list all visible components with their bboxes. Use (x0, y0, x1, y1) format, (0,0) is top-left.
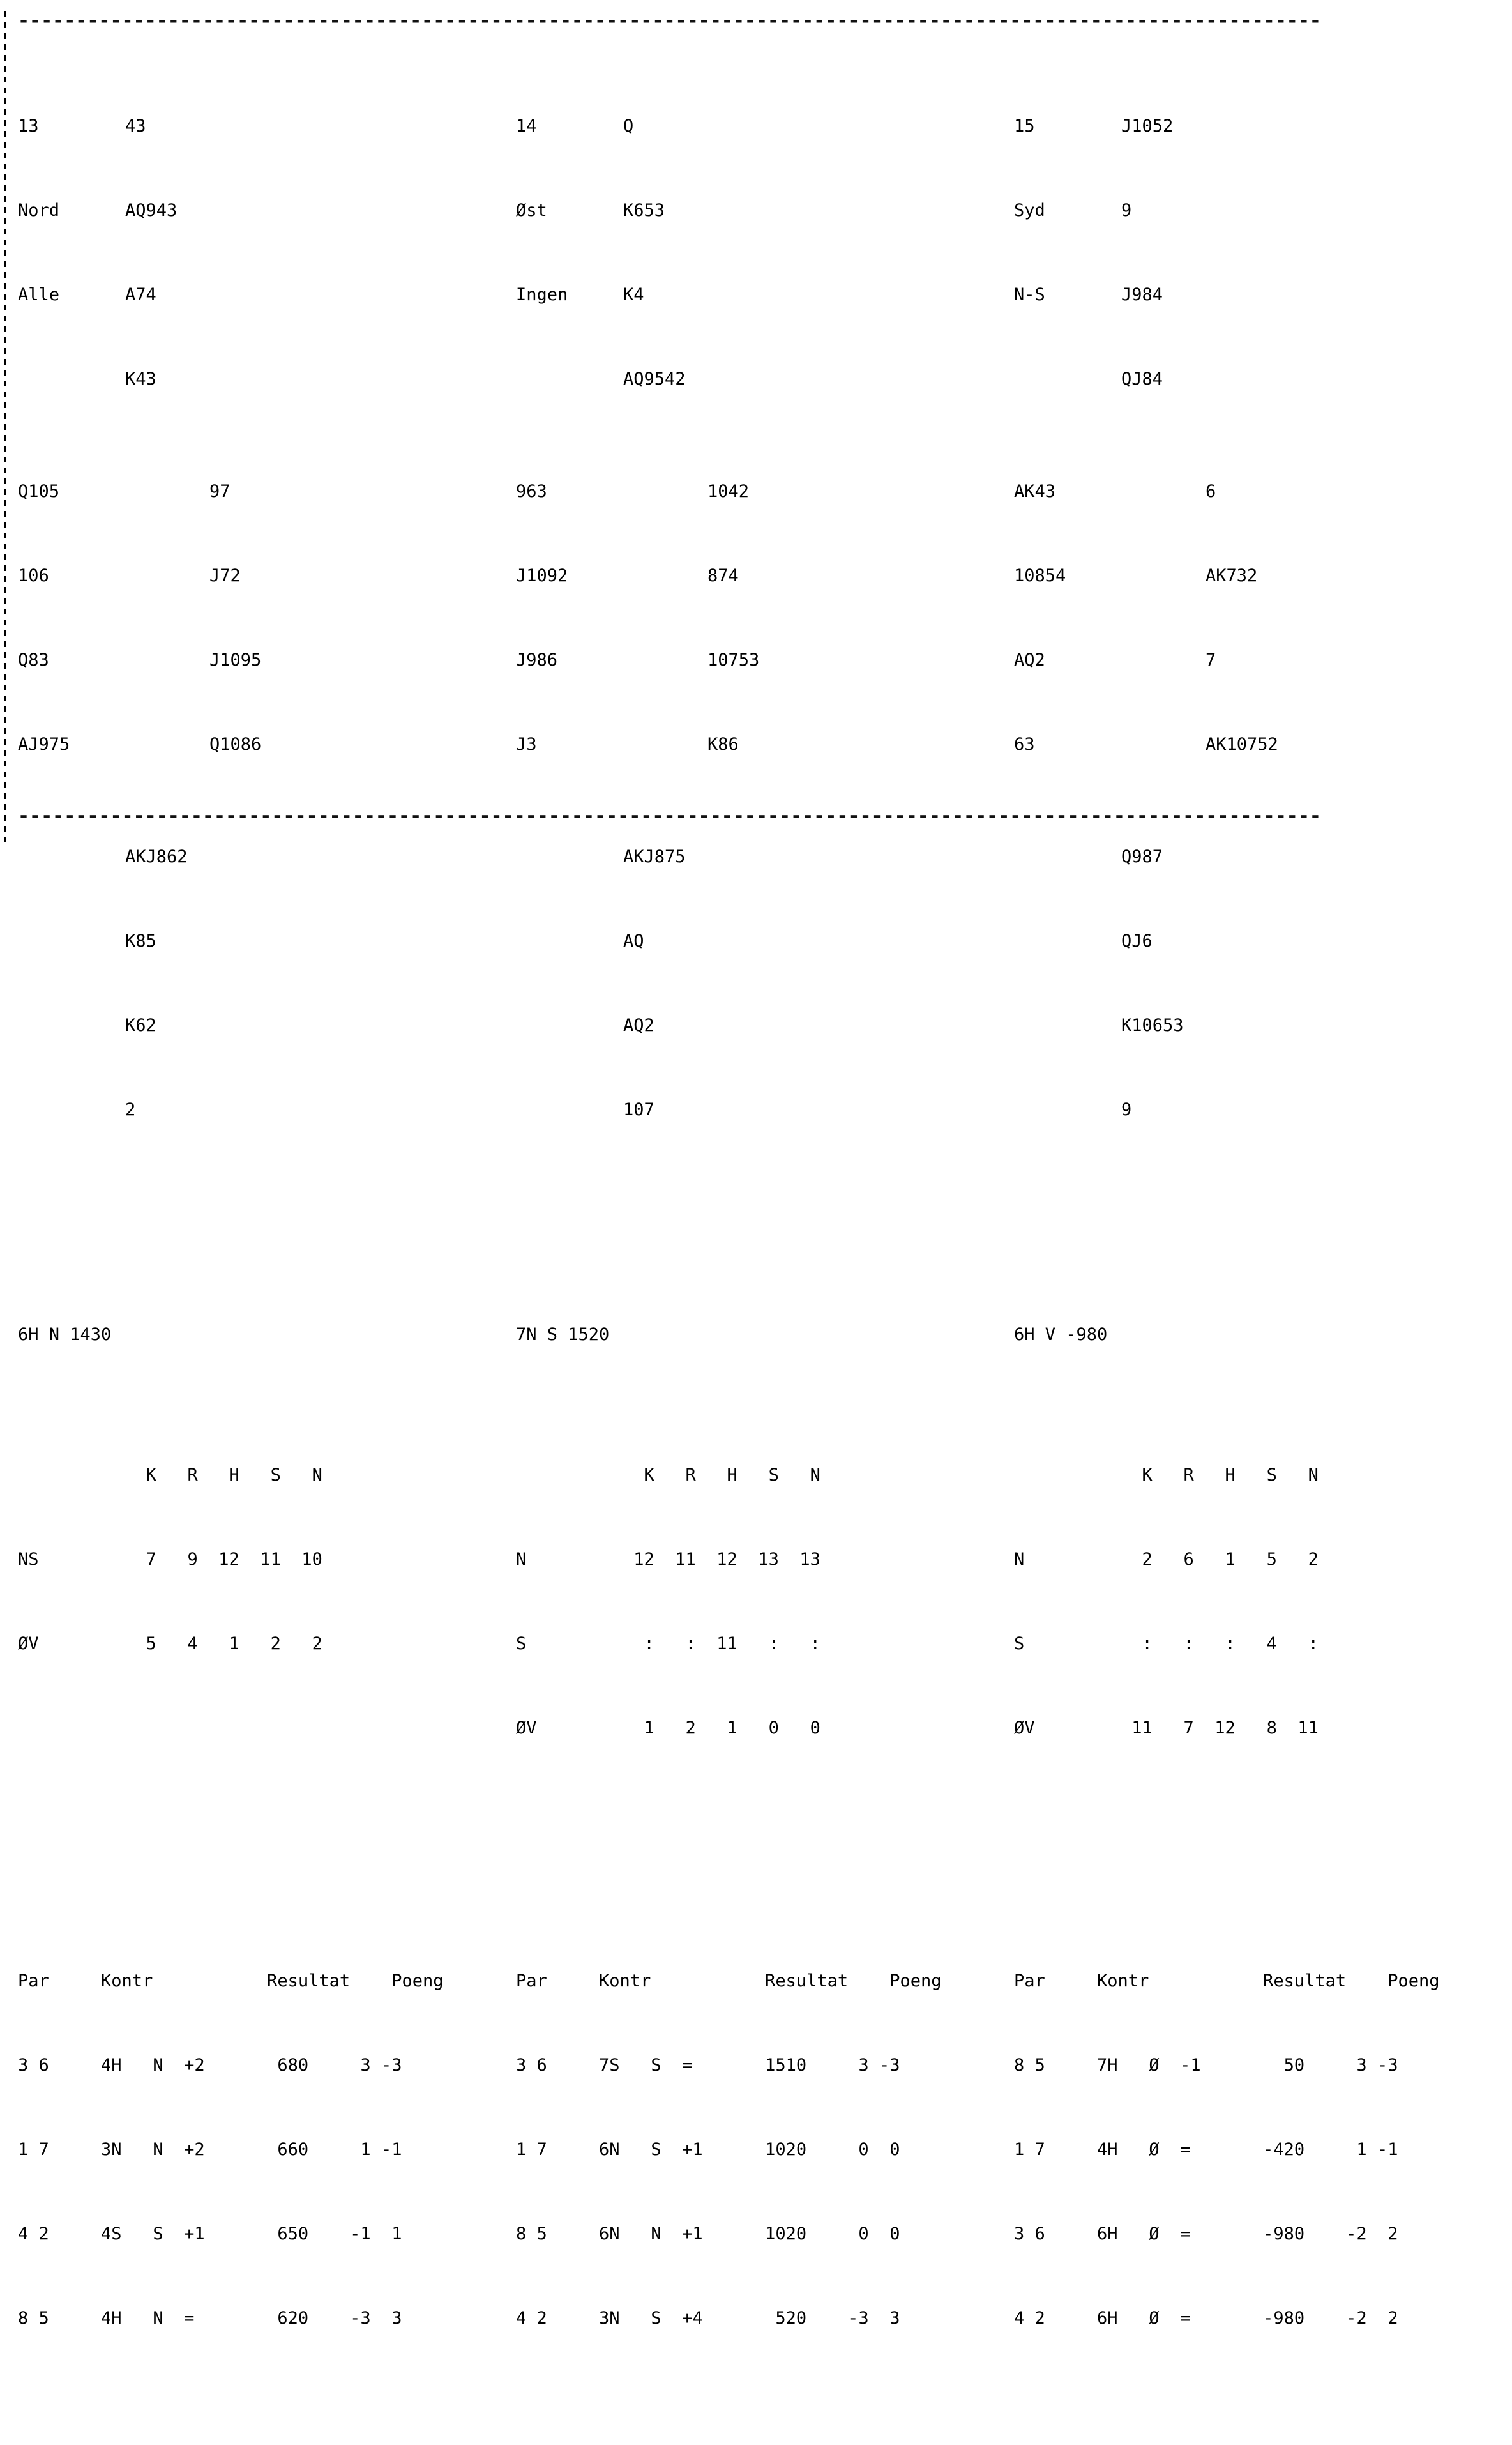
par-contract: 7N S 1520 (516, 1325, 610, 1344)
results-row-4: 4 2 6H Ø = -980 -2 2 (1014, 2308, 1398, 2328)
south-clubs: 9 (1121, 1100, 1132, 1120)
vulnerability: Alle (18, 285, 60, 305)
divider-top: ----------------------------------------------------------------------------------------------------------------- (18, 10, 1321, 32)
board-number: 15 (1014, 116, 1035, 136)
ew-diamonds-row (516, 646, 1014, 674)
north-spades: J1052 (1121, 116, 1174, 136)
results-row-2: 1 7 6N S +1 1020 0 0 (516, 2140, 900, 2159)
tricks-table (516, 1405, 1014, 1799)
bridge-results-page (0, 10, 1508, 2328)
east-hearts: 874 (707, 566, 739, 586)
tricks-side-ev: ØV (516, 1718, 537, 1738)
west-clubs: 63 (1014, 735, 1035, 754)
ew-hearts-row (18, 562, 516, 590)
tricks-row-ev (1014, 1714, 1512, 1742)
ew-clubs-row (18, 731, 516, 759)
tricks-header-row (1014, 1461, 1512, 1489)
results-row-4: 8 5 4H N = 620 -3 3 (18, 2308, 402, 2328)
north-diamonds: K4 (623, 285, 644, 305)
tricks-headers: K R H S N (623, 1465, 820, 1485)
south-diamonds: AQ2 (623, 1016, 654, 1035)
north-diamonds: A74 (125, 285, 156, 305)
tricks-values-ev: 1 2 1 0 0 (623, 1718, 820, 1738)
south-spades: AKJ862 (125, 847, 188, 867)
tricks-side-n: N (516, 1550, 527, 1569)
tricks-side-ev: ØV (1014, 1718, 1035, 1738)
tricks-headers: K R H S N (125, 1465, 322, 1485)
south-clubs: 2 (125, 1100, 136, 1120)
west-clubs: AJ975 (18, 735, 70, 754)
tricks-values-ns: 7 9 12 11 10 (125, 1550, 322, 1569)
south-hearts: QJ6 (1121, 931, 1153, 951)
results-row-2: 1 7 3N N +2 660 1 -1 (18, 2140, 402, 2159)
south-clubs: 107 (623, 1100, 654, 1120)
boards-container (18, 56, 1502, 2445)
par-contract: 6H V -980 (1014, 1325, 1108, 1344)
tricks-values-n: 12 11 12 13 13 (623, 1550, 820, 1569)
north-diamonds: J984 (1121, 285, 1163, 305)
tricks-side-ns: NS (18, 1550, 39, 1569)
tricks-table (1014, 1405, 1512, 1799)
vulnerability: Ingen (516, 285, 568, 305)
west-diamonds: Q83 (18, 650, 49, 670)
tricks-side-ev: ØV (18, 1634, 39, 1654)
board-number-row (18, 112, 516, 141)
board-number: 13 (18, 116, 39, 136)
results-row-3: 4 2 4S S +1 650 -1 1 (18, 2224, 402, 2244)
vulnerability: N-S (1014, 285, 1045, 305)
ew-clubs-row (516, 731, 1014, 759)
west-hearts: J1092 (516, 566, 568, 586)
board-number-row (516, 112, 1014, 141)
board-number: 14 (516, 116, 537, 136)
dealer-row (516, 197, 1014, 225)
tricks-values-s: : : 11 : : (623, 1634, 820, 1654)
tricks-side-s: S (516, 1634, 527, 1654)
ew-clubs-row (1014, 731, 1512, 759)
north-clubs: AQ9542 (623, 369, 686, 389)
north-clubs: K43 (125, 369, 156, 389)
tricks-values-s: : : : 4 : (1121, 1634, 1319, 1654)
ew-diamonds-row (18, 646, 516, 674)
dealer: Nord (18, 201, 60, 220)
results-table (18, 1911, 516, 2389)
tricks-values-ev: 5 4 1 2 2 (125, 1634, 322, 1654)
dealer-row (18, 197, 516, 225)
east-clubs: AK10752 (1206, 735, 1278, 754)
tricks-row-ev (18, 1630, 516, 1658)
results-header: Par Kontr Resultat Poeng (1014, 1971, 1440, 1991)
ew-diamonds-row (1014, 646, 1512, 674)
dealer: Øst (516, 201, 547, 220)
north-spades: 43 (125, 116, 146, 136)
tricks-side-n: N (1014, 1550, 1025, 1569)
ew-spades-row (1014, 478, 1512, 506)
dealer: Syd (1014, 201, 1045, 220)
divider-bottom: ----------------------------------------------------------------------------------------------------------------- (18, 805, 1321, 827)
north-hearts: AQ943 (125, 201, 178, 220)
spacer-before-results (18, 1799, 516, 1827)
tricks-table (18, 1405, 516, 1714)
vulnerability-row (1014, 281, 1512, 309)
results-row-1: 8 5 7H Ø -1 50 3 -3 (1014, 2055, 1398, 2075)
results-row-1: 3 6 4H N +2 680 3 -3 (18, 2055, 402, 2075)
east-spades: 1042 (707, 482, 750, 501)
vulnerability-row (516, 281, 1014, 309)
tricks-row-n (516, 1546, 1014, 1574)
tricks-row-ns (18, 1546, 516, 1574)
east-spades: 6 (1206, 482, 1216, 501)
tricks-row-s (516, 1630, 1014, 1658)
results-header: Par Kontr Resultat Poeng (516, 1971, 942, 1991)
west-spades: AK43 (1014, 482, 1056, 501)
ew-hearts-row (516, 562, 1014, 590)
dealer-row (1014, 197, 1512, 225)
ew-spades-row (18, 478, 516, 506)
east-diamonds: 7 (1206, 650, 1216, 670)
south-diamonds: K10653 (1121, 1016, 1184, 1035)
tricks-header-row (516, 1461, 1014, 1489)
west-diamonds: J986 (516, 650, 558, 670)
north-clubs-row (516, 365, 1014, 393)
par-contract: 6H N 1430 (18, 1325, 112, 1344)
west-hearts: 10854 (1014, 566, 1066, 586)
tricks-side-s: S (1014, 1634, 1025, 1654)
results-table (1014, 1911, 1512, 2389)
spacer (18, 365, 125, 393)
east-diamonds: 10753 (707, 650, 760, 670)
results-header: Par Kontr Resultat Poeng (18, 1971, 444, 1991)
north-hearts: K653 (623, 201, 665, 220)
north-clubs-row (18, 365, 516, 393)
north-clubs-row (1014, 365, 1512, 393)
results-row-2: 1 7 4H Ø = -420 1 -1 (1014, 2140, 1398, 2159)
east-hearts: J72 (209, 566, 241, 586)
west-spades: Q105 (18, 482, 60, 501)
ew-spades-row (516, 478, 1014, 506)
south-hearts: K85 (125, 931, 156, 951)
south-hearts: AQ (623, 931, 644, 951)
board-number-row (1014, 112, 1512, 141)
results-row-3: 8 5 6N N +1 1020 0 0 (516, 2224, 900, 2244)
east-clubs: Q1086 (209, 735, 262, 754)
west-spades: 963 (516, 482, 547, 501)
ew-hearts-row (1014, 562, 1512, 590)
board-14 (516, 56, 1014, 2445)
tricks-header-row (18, 1461, 516, 1489)
tricks-row-s (1014, 1630, 1512, 1658)
east-diamonds: J1095 (209, 650, 262, 670)
east-hearts: AK732 (1206, 566, 1258, 586)
vulnerability-row (18, 281, 516, 309)
results-row-1: 3 6 7S S = 1510 3 -3 (516, 2055, 900, 2075)
tricks-values-ev: 11 7 12 8 11 (1121, 1718, 1319, 1738)
west-clubs: J3 (516, 735, 537, 754)
south-spades: Q987 (1121, 847, 1163, 867)
results-row-4: 4 2 3N S +4 520 -3 3 (516, 2308, 900, 2328)
spacer-before-par (516, 1208, 1014, 1237)
west-hearts: 106 (18, 566, 49, 586)
board-13 (18, 56, 516, 2445)
east-clubs: K86 (707, 735, 739, 754)
east-spades: 97 (209, 482, 231, 501)
north-spades: Q (623, 116, 634, 136)
tricks-row-n (1014, 1546, 1512, 1574)
north-clubs: QJ84 (1121, 369, 1163, 389)
tricks-values-n: 2 6 1 5 2 (1121, 1550, 1319, 1569)
spacer (516, 365, 623, 393)
west-diamonds: AQ2 (1014, 650, 1045, 670)
tricks-headers: K R H S N (1121, 1465, 1319, 1485)
results-row-3: 3 6 6H Ø = -980 -2 2 (1014, 2224, 1398, 2244)
board-15 (1014, 56, 1512, 2445)
south-spades: AKJ875 (623, 847, 686, 867)
spacer-before-par (1014, 1208, 1512, 1237)
spacer (1014, 365, 1121, 393)
spacer-before-par (18, 1208, 516, 1237)
south-diamonds: K62 (125, 1016, 156, 1035)
tricks-row-ev (516, 1714, 1014, 1742)
page-left-edge-artifact (4, 11, 6, 844)
north-hearts: 9 (1121, 201, 1132, 220)
results-table (516, 1911, 1014, 2389)
